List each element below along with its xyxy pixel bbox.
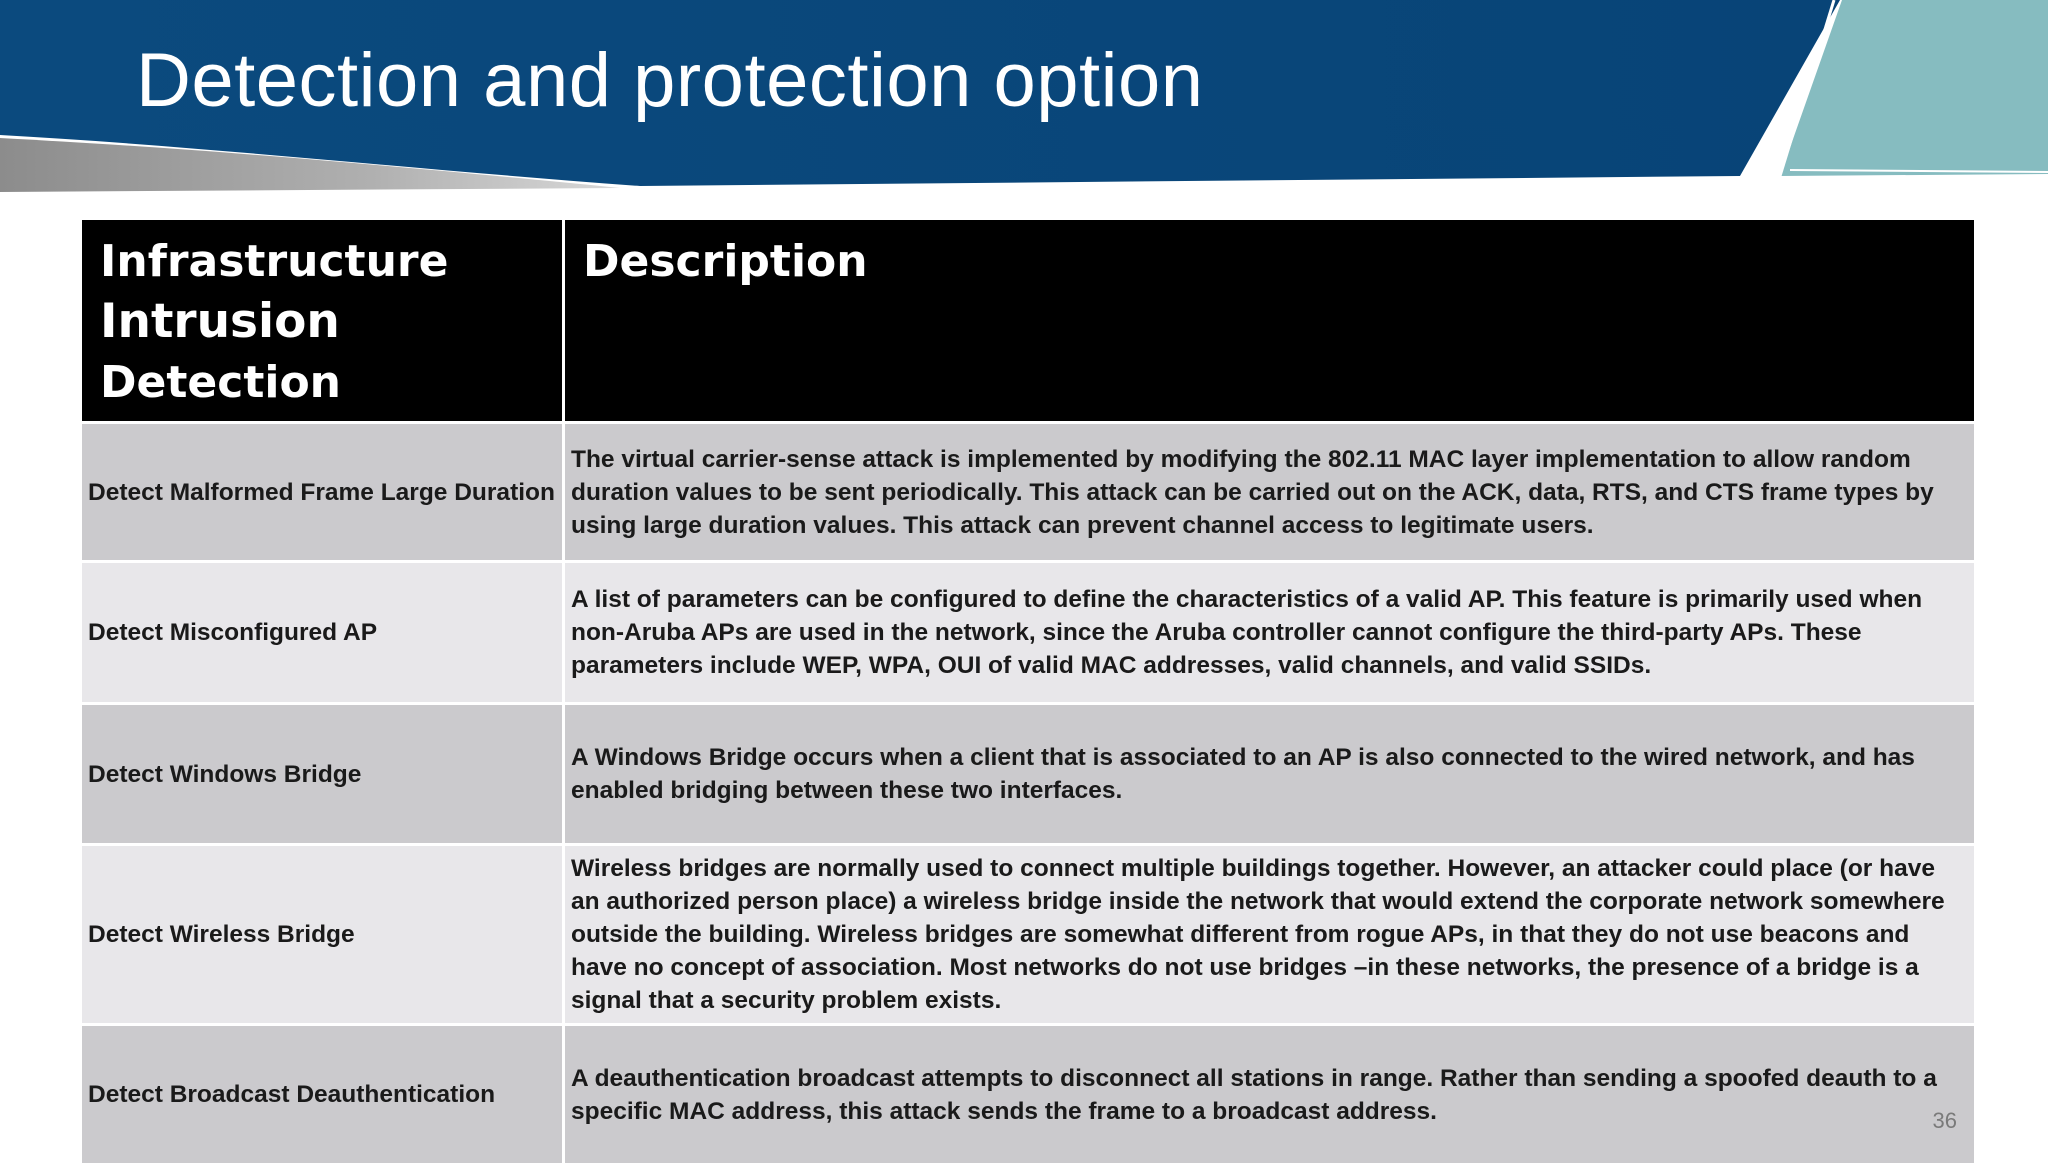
row-name-malformed-frame: Detect Malformed Frame Large Duration [81, 423, 564, 562]
header-col1-word-intrusion: Intrusion [100, 294, 340, 349]
header-infrastructure-intrusion-detection [81, 219, 564, 423]
row-name-wireless-bridge: Detect Wireless Bridge [81, 845, 564, 1025]
row-name-windows-bridge: Detect Windows Bridge [81, 704, 564, 845]
row-name-misconfigured-ap: Detect Misconfigured AP [81, 562, 564, 704]
row-description-misconfigured-ap: A list of parameters can be configured to define the characteristics of a valid AP. This feature is primarily used when non-Aruba APs are used in the network, since the Aruba controller cannot configure the third-party APs. These parameters include WEP, WPA, OUI of valid MAC addresses, valid channels, and valid SSIDs. [564, 562, 1976, 704]
table-row [81, 423, 1976, 562]
row-description-malformed-frame: The virtual carrier-sense attack is implemented by modifying the 802.11 MAC layer implementation to allow random duration values to be sent periodically. This attack can be carried out on the ACK, data, RTS, and CTS frame types by using large duration values. This attack can prevent channel access to legitimate users. [564, 423, 1976, 562]
header-description: Description [564, 219, 1976, 423]
detection-grid [79, 217, 1977, 1166]
row-name-broadcast-deauth: Detect Broadcast Deauthentication [81, 1025, 564, 1165]
row-description-windows-bridge: A Windows Bridge occurs when a client that is associated to an AP is also connected to the wired network, and has enabled bridging between these two interfaces. [564, 704, 1976, 845]
header-col1-line1: Infrastructure [100, 236, 449, 287]
table-row [81, 562, 1976, 704]
detection-table [79, 217, 1977, 1166]
slide-title: Detection and protection option [136, 38, 1204, 123]
row-description-broadcast-deauth: A deauthentication broadcast attempts to disconnect all stations in range. Rather than sending a spoofed deauth to a specific MAC address, this attack sends the frame to a broadcast address. [564, 1025, 1976, 1165]
page-number: 36 [1932, 1108, 1957, 1133]
header-col1-word-detection: Detection [100, 357, 341, 408]
header-col1-line2 [100, 292, 544, 413]
table-row [81, 845, 1976, 1025]
table-header-row [81, 219, 1976, 423]
table-row [81, 1025, 1976, 1165]
table-row [81, 704, 1976, 845]
row-description-wireless-bridge: Wireless bridges are normally used to connect multiple buildings together. However, an attacker could place (or have an authorized person place) a wireless bridge inside the network that would extend the corporate network somewhere outside the building. Wireless bridges are somewhat different from rogue APs, in that they do not use beacons and have no concept of association. Most networks do not use bridges –in these networks, the presence of a bridge is a signal that a security problem exists. [564, 845, 1976, 1025]
